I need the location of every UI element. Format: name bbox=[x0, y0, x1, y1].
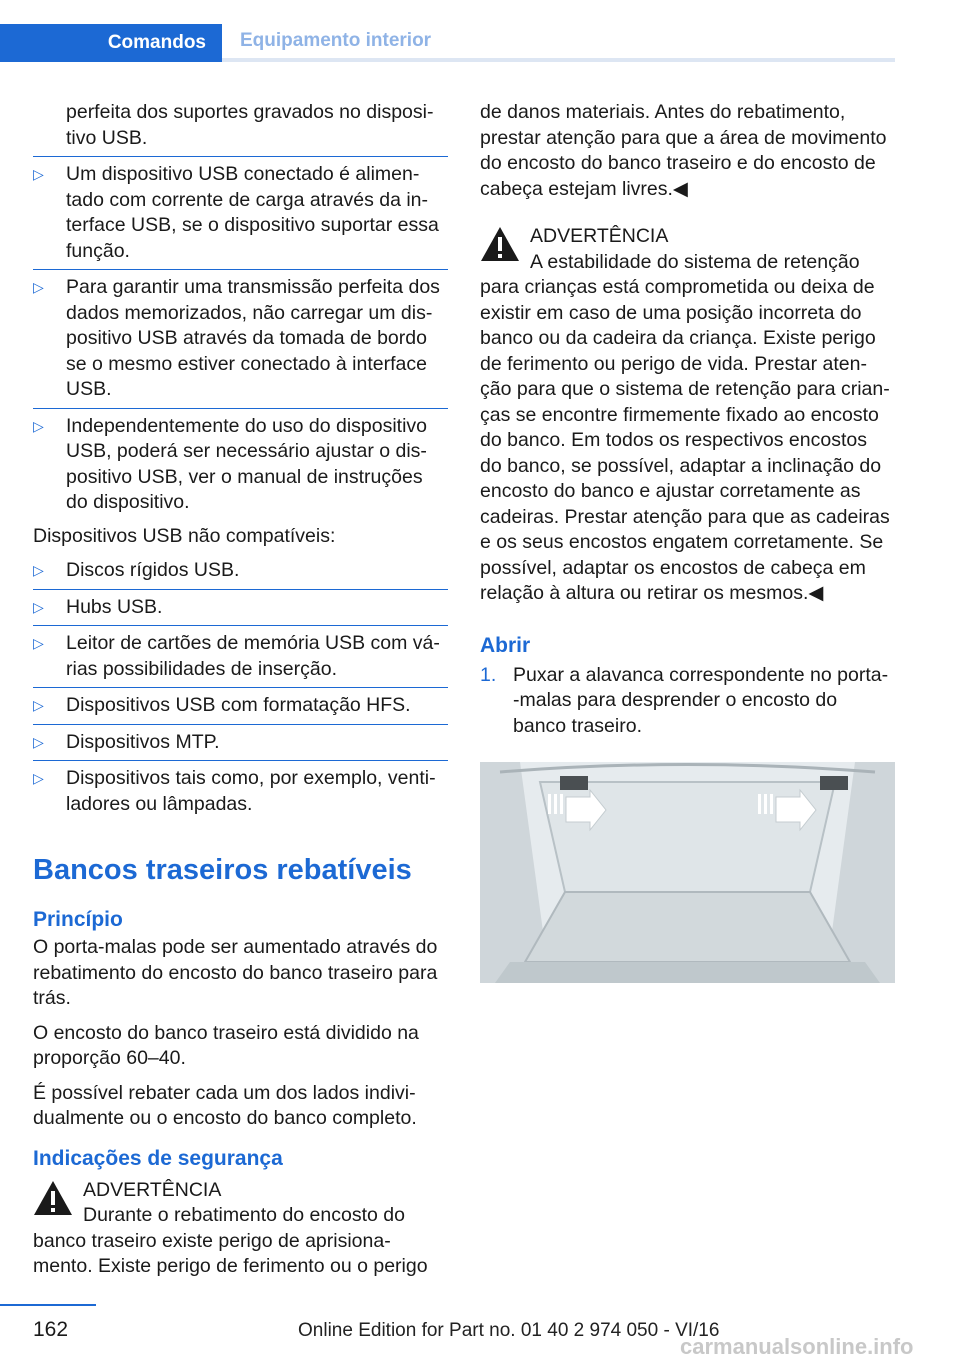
warning-text: banco traseiro existe perigo de aprisiona- mento. Existe perigo de ferimento ou o perigo bbox=[33, 1229, 428, 1277]
principle-paragraph-1: O porta-malas pode ser aumentado através do rebatimento do encosto do banco traseiro para trás. bbox=[33, 936, 438, 1009]
divider bbox=[33, 408, 448, 409]
step-number: 1. bbox=[480, 663, 497, 686]
triangle-right-icon: ▷ bbox=[33, 598, 44, 615]
list-item bbox=[33, 414, 448, 516]
triangle-right-icon: ▷ bbox=[33, 770, 44, 786]
watermark: carmanualsonline.info bbox=[680, 1334, 914, 1359]
triangle-right-icon: ▷ bbox=[33, 697, 44, 713]
list-item-text: Discos rígidos USB. bbox=[66, 559, 240, 581]
list-item bbox=[33, 275, 448, 403]
warning-title: ADVERTÊNCIA bbox=[530, 225, 669, 247]
continued-text: perfeita dos suportes gravados no disposi- tivo USB. bbox=[66, 101, 434, 149]
list-item-text: Dispositivos USB com formatação HFS. bbox=[66, 694, 411, 716]
list-item-text: Dispositivos MTP. bbox=[66, 730, 220, 753]
tab-equipamento-interior[interactable] bbox=[222, 24, 895, 62]
warning-block bbox=[33, 1178, 448, 1280]
principle-title: Princípio bbox=[33, 908, 123, 931]
list-item-text: Hubs USB. bbox=[66, 595, 163, 618]
incompat-title: Dispositivos USB não compatíveis: bbox=[33, 524, 336, 547]
warning-triangle-icon bbox=[33, 1180, 73, 1216]
triangle-right-icon: ▷ bbox=[33, 635, 44, 651]
left-column bbox=[33, 100, 448, 1280]
continued-paragraph: de danos materiais. Antes do rebatimento, prestar atenção para que a área de movimento do encosto do banco traseiro e do encosto de cabeça estejam livres.◀ bbox=[480, 101, 887, 200]
tab-comandos[interactable] bbox=[0, 24, 222, 62]
warning-title: ADVERTÊNCIA bbox=[83, 1178, 222, 1201]
section-title: Bancos traseiros rebatíveis bbox=[33, 854, 412, 886]
page-number: 162 bbox=[33, 1318, 69, 1341]
warning-first-line: A estabilidade do sistema de retenção bbox=[530, 250, 860, 273]
safety-title: Indicações de segurança bbox=[33, 1146, 283, 1170]
numbered-step bbox=[480, 663, 895, 740]
list-item bbox=[33, 595, 448, 621]
divider bbox=[33, 760, 448, 761]
warning-triangle-icon bbox=[480, 226, 520, 262]
triangle-right-icon: ▷ bbox=[33, 733, 44, 750]
divider bbox=[33, 589, 448, 590]
list-item bbox=[33, 693, 448, 719]
right-column bbox=[480, 100, 895, 739]
warning-text: para crianças está comprometida ou deixa de existir em caso de uma posição incorreta do banco ou da cadeira da criança. Existe perigo de ferimento ou perigo de vida. Prestar aten- ção para que o sistema de retenção para crian- ças se encontre firmemente fixado ao encosto do banco. Em todos os respectivos encostos do banco, se possível, adaptar a inclinação do encosto do banco e ajustar corretamente as cadeiras. Prestar atenção para que as cadeiras e os seus encostos engatem corretamente. Se possível, adaptar os encostos de cabeça em relação à altura ou retirar os mesmos.◀ bbox=[480, 276, 890, 604]
triangle-right-icon: ▷ bbox=[33, 562, 44, 578]
list-item-text: Para garantir uma transmissão perfeita dos dados memorizados, não carregar um dis- positivo USB através da tomada de bordo se o mesmo estiver conectado à interface USB. bbox=[66, 276, 440, 400]
list-item-text: Independentemente do uso do dispositivo USB, poderá ser necessário ajustar o dis- positivo USB, ver o manual de instruções do dispositivo. bbox=[66, 414, 428, 513]
divider bbox=[33, 687, 448, 688]
triangle-right-icon: ▷ bbox=[33, 279, 44, 295]
divider bbox=[33, 156, 448, 157]
list-item bbox=[33, 100, 448, 151]
list-item-text: Dispositivos tais como, por exemplo, venti- ladores ou lâmpadas. bbox=[66, 767, 436, 815]
divider bbox=[33, 625, 448, 626]
principle-paragraph-3: É possível rebater cada um dos lados indivi- dualmente ou o encosto do banco completo. bbox=[33, 1081, 417, 1129]
open-title: Abrir bbox=[480, 633, 531, 657]
footer-rule bbox=[0, 1304, 96, 1306]
divider bbox=[33, 724, 448, 725]
edition-text: Online Edition for Part no. 01 40 2 974 050 - VI/16 bbox=[298, 1320, 720, 1341]
triangle-right-icon: ▷ bbox=[33, 417, 44, 434]
list-item bbox=[33, 766, 448, 817]
tab-equipamento-label: Equipamento interior bbox=[240, 30, 432, 51]
list-item bbox=[33, 730, 448, 756]
divider bbox=[33, 269, 448, 270]
list-item-text: Um dispositivo USB conectado é alimen- tado com corrente de carga através da in- terface USB, se o dispositivo suportar essa função. bbox=[66, 163, 439, 262]
list-item bbox=[33, 162, 448, 264]
principle-paragraph-2: O encosto do banco traseiro está dividido na proporção 60–40. bbox=[33, 1021, 419, 1069]
list-item bbox=[33, 558, 448, 584]
header-tabs bbox=[0, 24, 895, 62]
step-text: Puxar a alavanca correspondente no porta- -malas para desprender o encosto do banco traseiro. bbox=[513, 663, 889, 737]
triangle-right-icon: ▷ bbox=[33, 166, 44, 182]
warning-block bbox=[480, 224, 895, 607]
trunk-photo bbox=[480, 762, 895, 983]
warning-first-line: Durante o rebatimento do encosto do bbox=[83, 1204, 405, 1226]
tab-comandos-label: Comandos bbox=[107, 32, 206, 53]
list-item bbox=[33, 631, 448, 682]
list-item-text: Leitor de cartões de memória USB com vá- rias possibilidades de inserção. bbox=[66, 632, 440, 680]
